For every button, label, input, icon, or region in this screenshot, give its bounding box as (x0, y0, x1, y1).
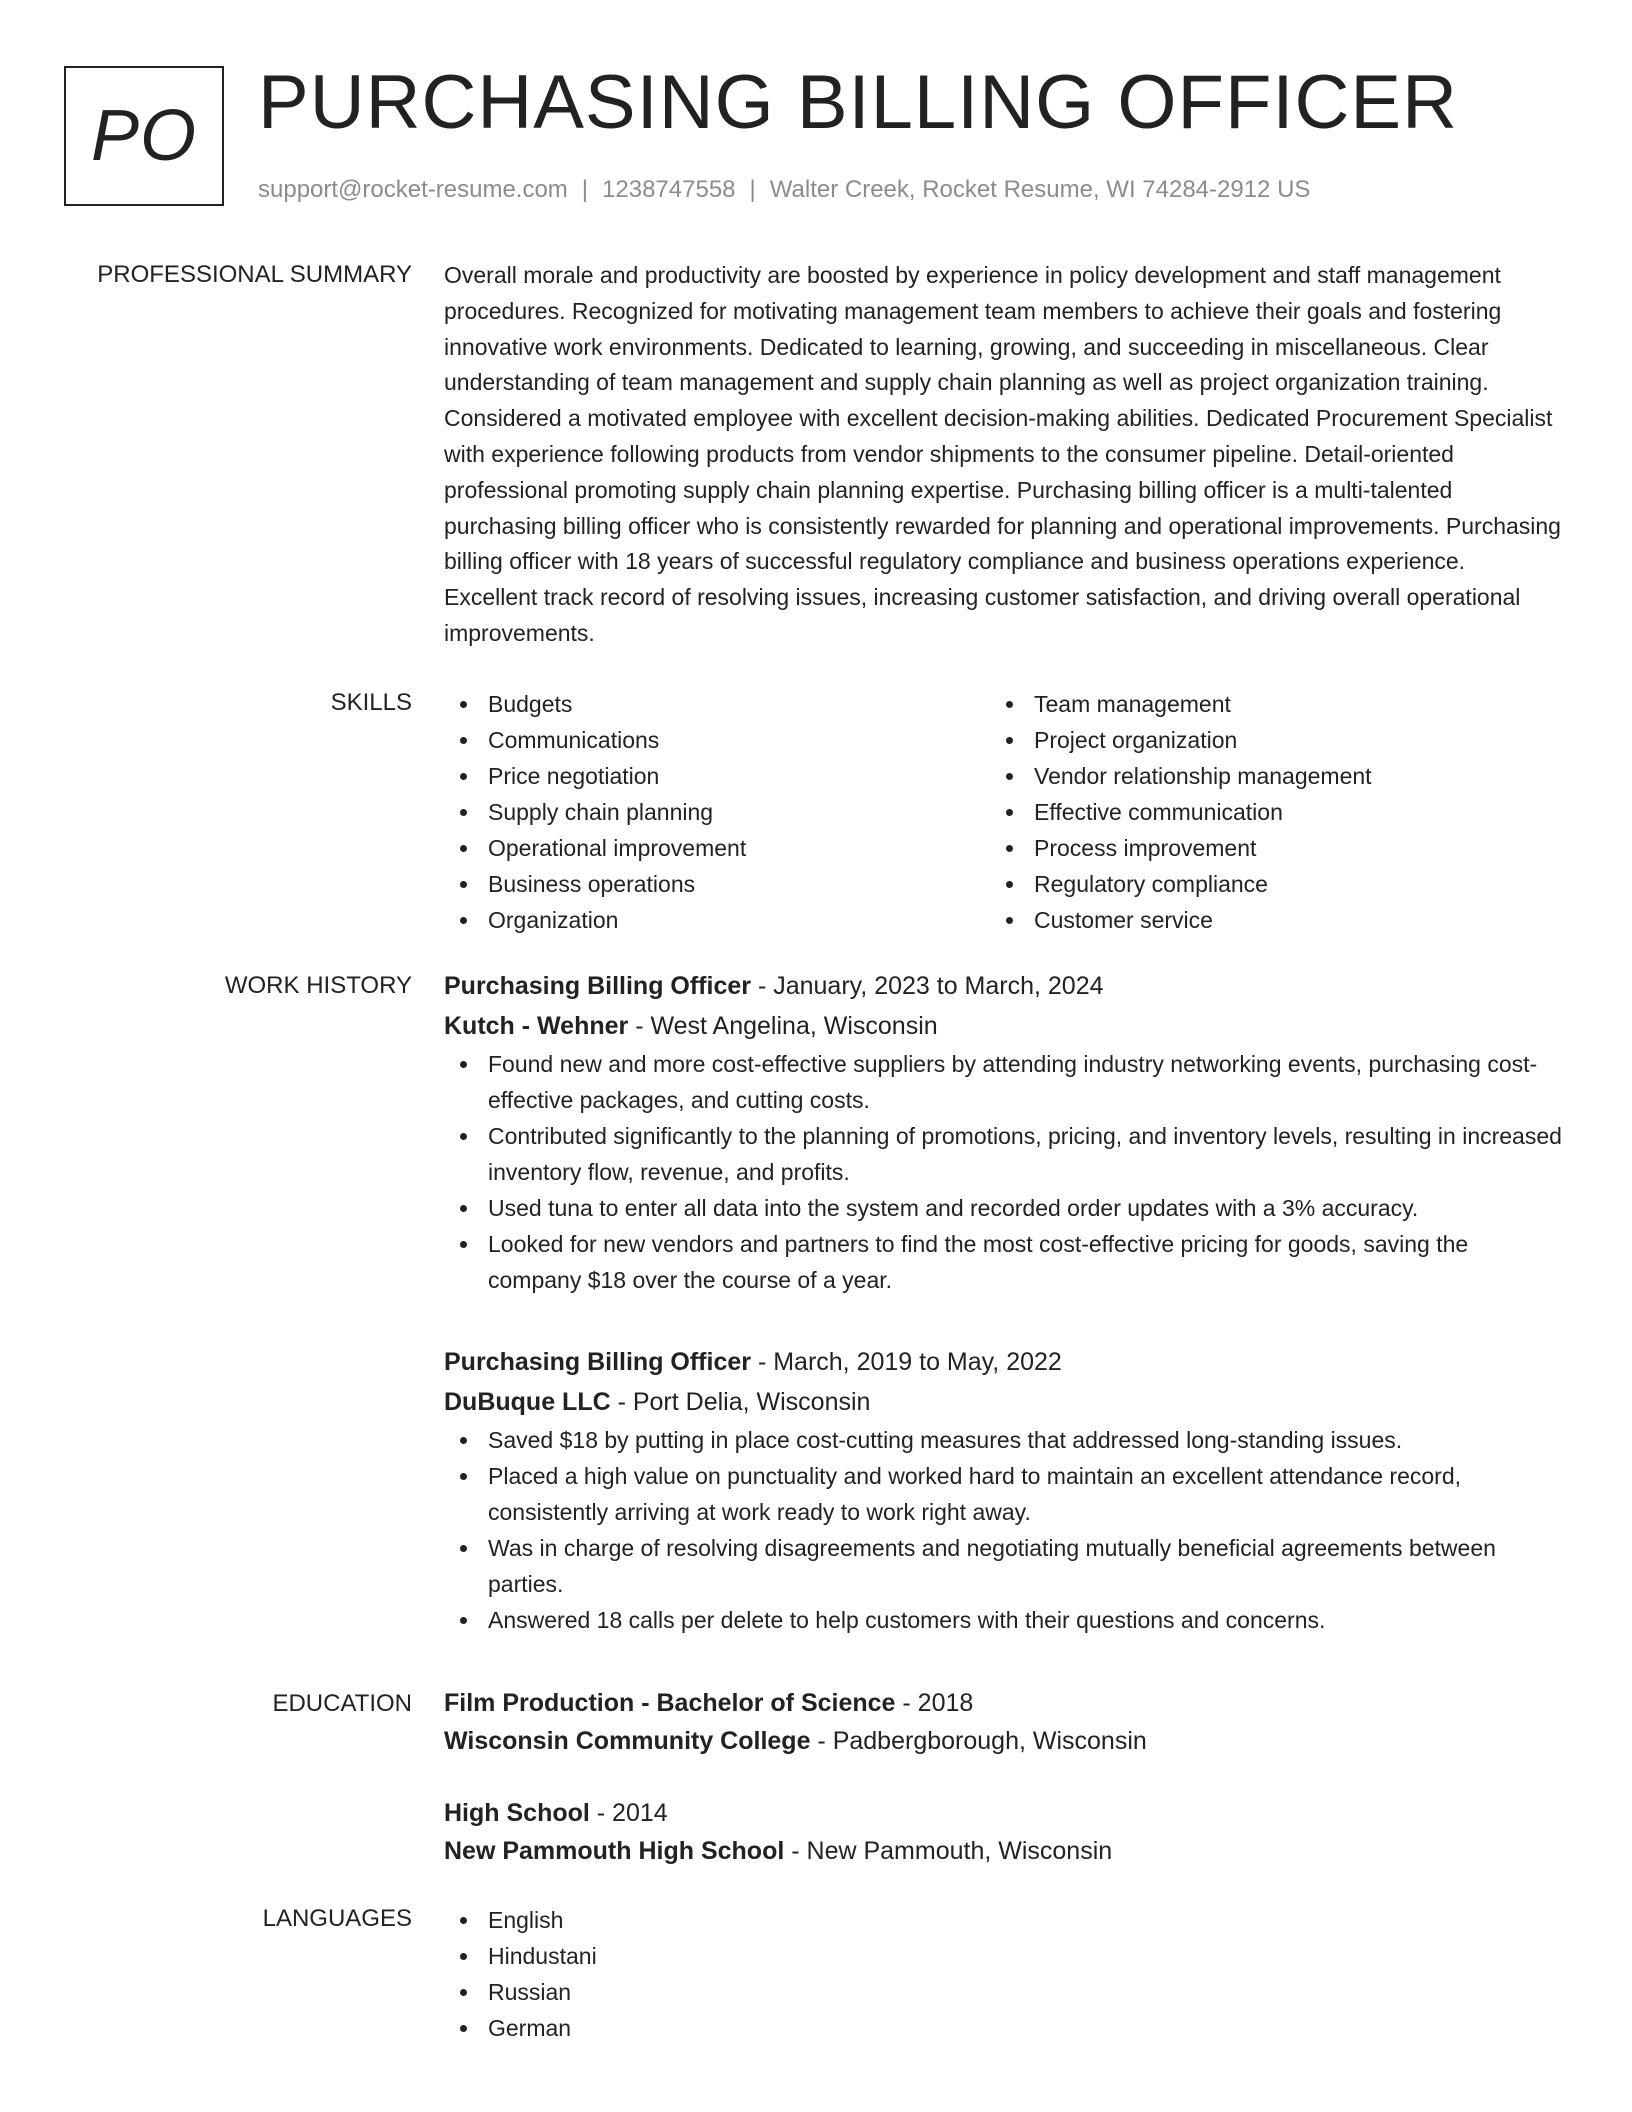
monogram-badge: PO (64, 66, 224, 206)
skills-heading: SKILLS (330, 689, 412, 716)
job-location: - Port Delia, Wisconsin (610, 1388, 871, 1416)
work-history-body (444, 966, 1564, 1633)
job-title: Purchasing Billing Officer (444, 972, 751, 1000)
education-heading: EDUCATION (272, 1690, 412, 1717)
skill-item: Process improvement (990, 830, 1536, 866)
school-name: Wisconsin Community College (444, 1727, 811, 1755)
skill-item: Budgets (444, 686, 990, 722)
duty-item: Placed a high value on punctuality and worked hard to maintain an excellent attendance record, consistently arriving at work ready to work right away. (444, 1458, 1564, 1530)
job-company: DuBuque LLC (444, 1388, 611, 1416)
school-line (444, 1722, 1564, 1760)
skill-item: Communications (444, 722, 990, 758)
contact-email: support@rocket-resume.com (258, 176, 568, 203)
job-title-line (444, 966, 1564, 1006)
school-name: New Pammouth High School (444, 1837, 785, 1865)
language-item: Hindustani (444, 1938, 1564, 1974)
skill-item: Effective communication (990, 794, 1536, 830)
skill-item: Regulatory compliance (990, 866, 1536, 902)
skill-item: Customer service (990, 902, 1536, 938)
summary-text: Overall morale and productivity are boosted by experience in policy development and staff management procedures. Recognized for motivating management team members to achieve their goals and fostering innovative work environments. Dedicated to learning, growing, and succeeding in miscellaneous. Clear understanding of team management and supply chain planning as well as project organization training. Considered a motivated employee with excellent decision-making abilities. Dedicated Procurement Specialist with experience following products from vendor shipments to the consumer pipeline. Detail-oriented professional promoting supply chain planning expertise. Purchasing billing officer is a multi-talented purchasing billing officer who is consistently rewarded for planning and operational improvements. Purchasing billing officer with 18 years of successful regulatory compliance and business operations experience. Excellent track record of resolving issues, increasing customer satisfaction, and driving overall operational improvements. (444, 262, 1561, 646)
job-entry (444, 966, 1564, 1298)
languages-heading: LANGUAGES (262, 1905, 412, 1932)
job-dates: - March, 2019 to May, 2022 (751, 1348, 1062, 1376)
duty-item: Used tuna to enter all data into the system and recorded order updates with a 3% accuracy. (444, 1190, 1564, 1226)
job-dates: - January, 2023 to March, 2024 (751, 972, 1104, 1000)
job-location: - West Angelina, Wisconsin (628, 1012, 938, 1040)
education-entry (444, 1684, 1564, 1760)
job-title-line (444, 1342, 1564, 1382)
job-duties (444, 1422, 1564, 1638)
skill-item: Business operations (444, 866, 990, 902)
job-entry (444, 1342, 1564, 1638)
skills-list-left (444, 686, 990, 938)
languages-body (444, 1902, 1564, 2046)
job-company-line (444, 1006, 1564, 1046)
duty-item: Saved $18 by putting in place cost-cutting measures that addressed long-standing issues. (444, 1422, 1564, 1458)
work-history-heading: WORK HISTORY (224, 972, 412, 999)
skill-item: Project organization (990, 722, 1536, 758)
education-entry (444, 1794, 1112, 1870)
summary-heading: PROFESSIONAL SUMMARY (97, 261, 412, 288)
degree-name: High School (444, 1799, 590, 1827)
duty-item: Contributed significantly to the planning of promotions, pricing, and inventory levels, resulting in increased inventory flow, revenue, and profits. (444, 1118, 1564, 1190)
summary-body (444, 258, 1564, 652)
language-item: German (444, 2010, 1564, 2046)
duty-item: Was in charge of resolving disagreements and negotiating mutually beneficial agreements between parties. (444, 1530, 1564, 1602)
school-location: - New Pammouth, Wisconsin (784, 1837, 1113, 1865)
skill-item: Supply chain planning (444, 794, 990, 830)
skills-list-right (990, 686, 1536, 938)
degree-year: - 2014 (589, 1799, 668, 1827)
degree-name: Film Production - Bachelor of Science (444, 1689, 896, 1717)
degree-line (444, 1684, 1564, 1722)
language-item: English (444, 1902, 1564, 1938)
skill-item: Team management (990, 686, 1536, 722)
duty-item: Found new and more cost-effective suppliers by attending industry networking events, purchasing cost-effective packages, and cutting costs. (444, 1046, 1564, 1118)
contact-separator: | (581, 176, 589, 203)
job-title: Purchasing Billing Officer (444, 1348, 751, 1376)
job-company-line (444, 1382, 1564, 1422)
job-company: Kutch - Wehner (444, 1012, 629, 1040)
contact-phone: 1238747558 (602, 176, 736, 203)
skill-item: Vendor relationship management (990, 758, 1536, 794)
school-line (444, 1832, 1112, 1870)
skill-item: Price negotiation (444, 758, 990, 794)
duty-item: Answered 18 calls per delete to help customers with their questions and concerns. (444, 1602, 1564, 1638)
skills-body (444, 686, 1564, 938)
degree-year: - 2018 (895, 1689, 974, 1717)
contact-line (258, 174, 1310, 206)
resume-title: PURCHASING BILLING OFFICER (258, 60, 1458, 145)
degree-line (444, 1794, 1112, 1832)
education-body (444, 1684, 1564, 1865)
contact-address: Walter Creek, Rocket Resume, WI 74284-2912 US (769, 176, 1311, 203)
duty-item: Looked for new vendors and partners to find the most cost-effective pricing for goods, saving the company $18 over the course of a year. (444, 1226, 1564, 1298)
job-duties (444, 1046, 1564, 1298)
languages-list (444, 1902, 1564, 2046)
skill-item: Organization (444, 902, 990, 938)
language-item: Russian (444, 1974, 1564, 2010)
school-location: - Padbergborough, Wisconsin (810, 1727, 1147, 1755)
skill-item: Operational improvement (444, 830, 990, 866)
contact-separator: | (749, 176, 756, 203)
